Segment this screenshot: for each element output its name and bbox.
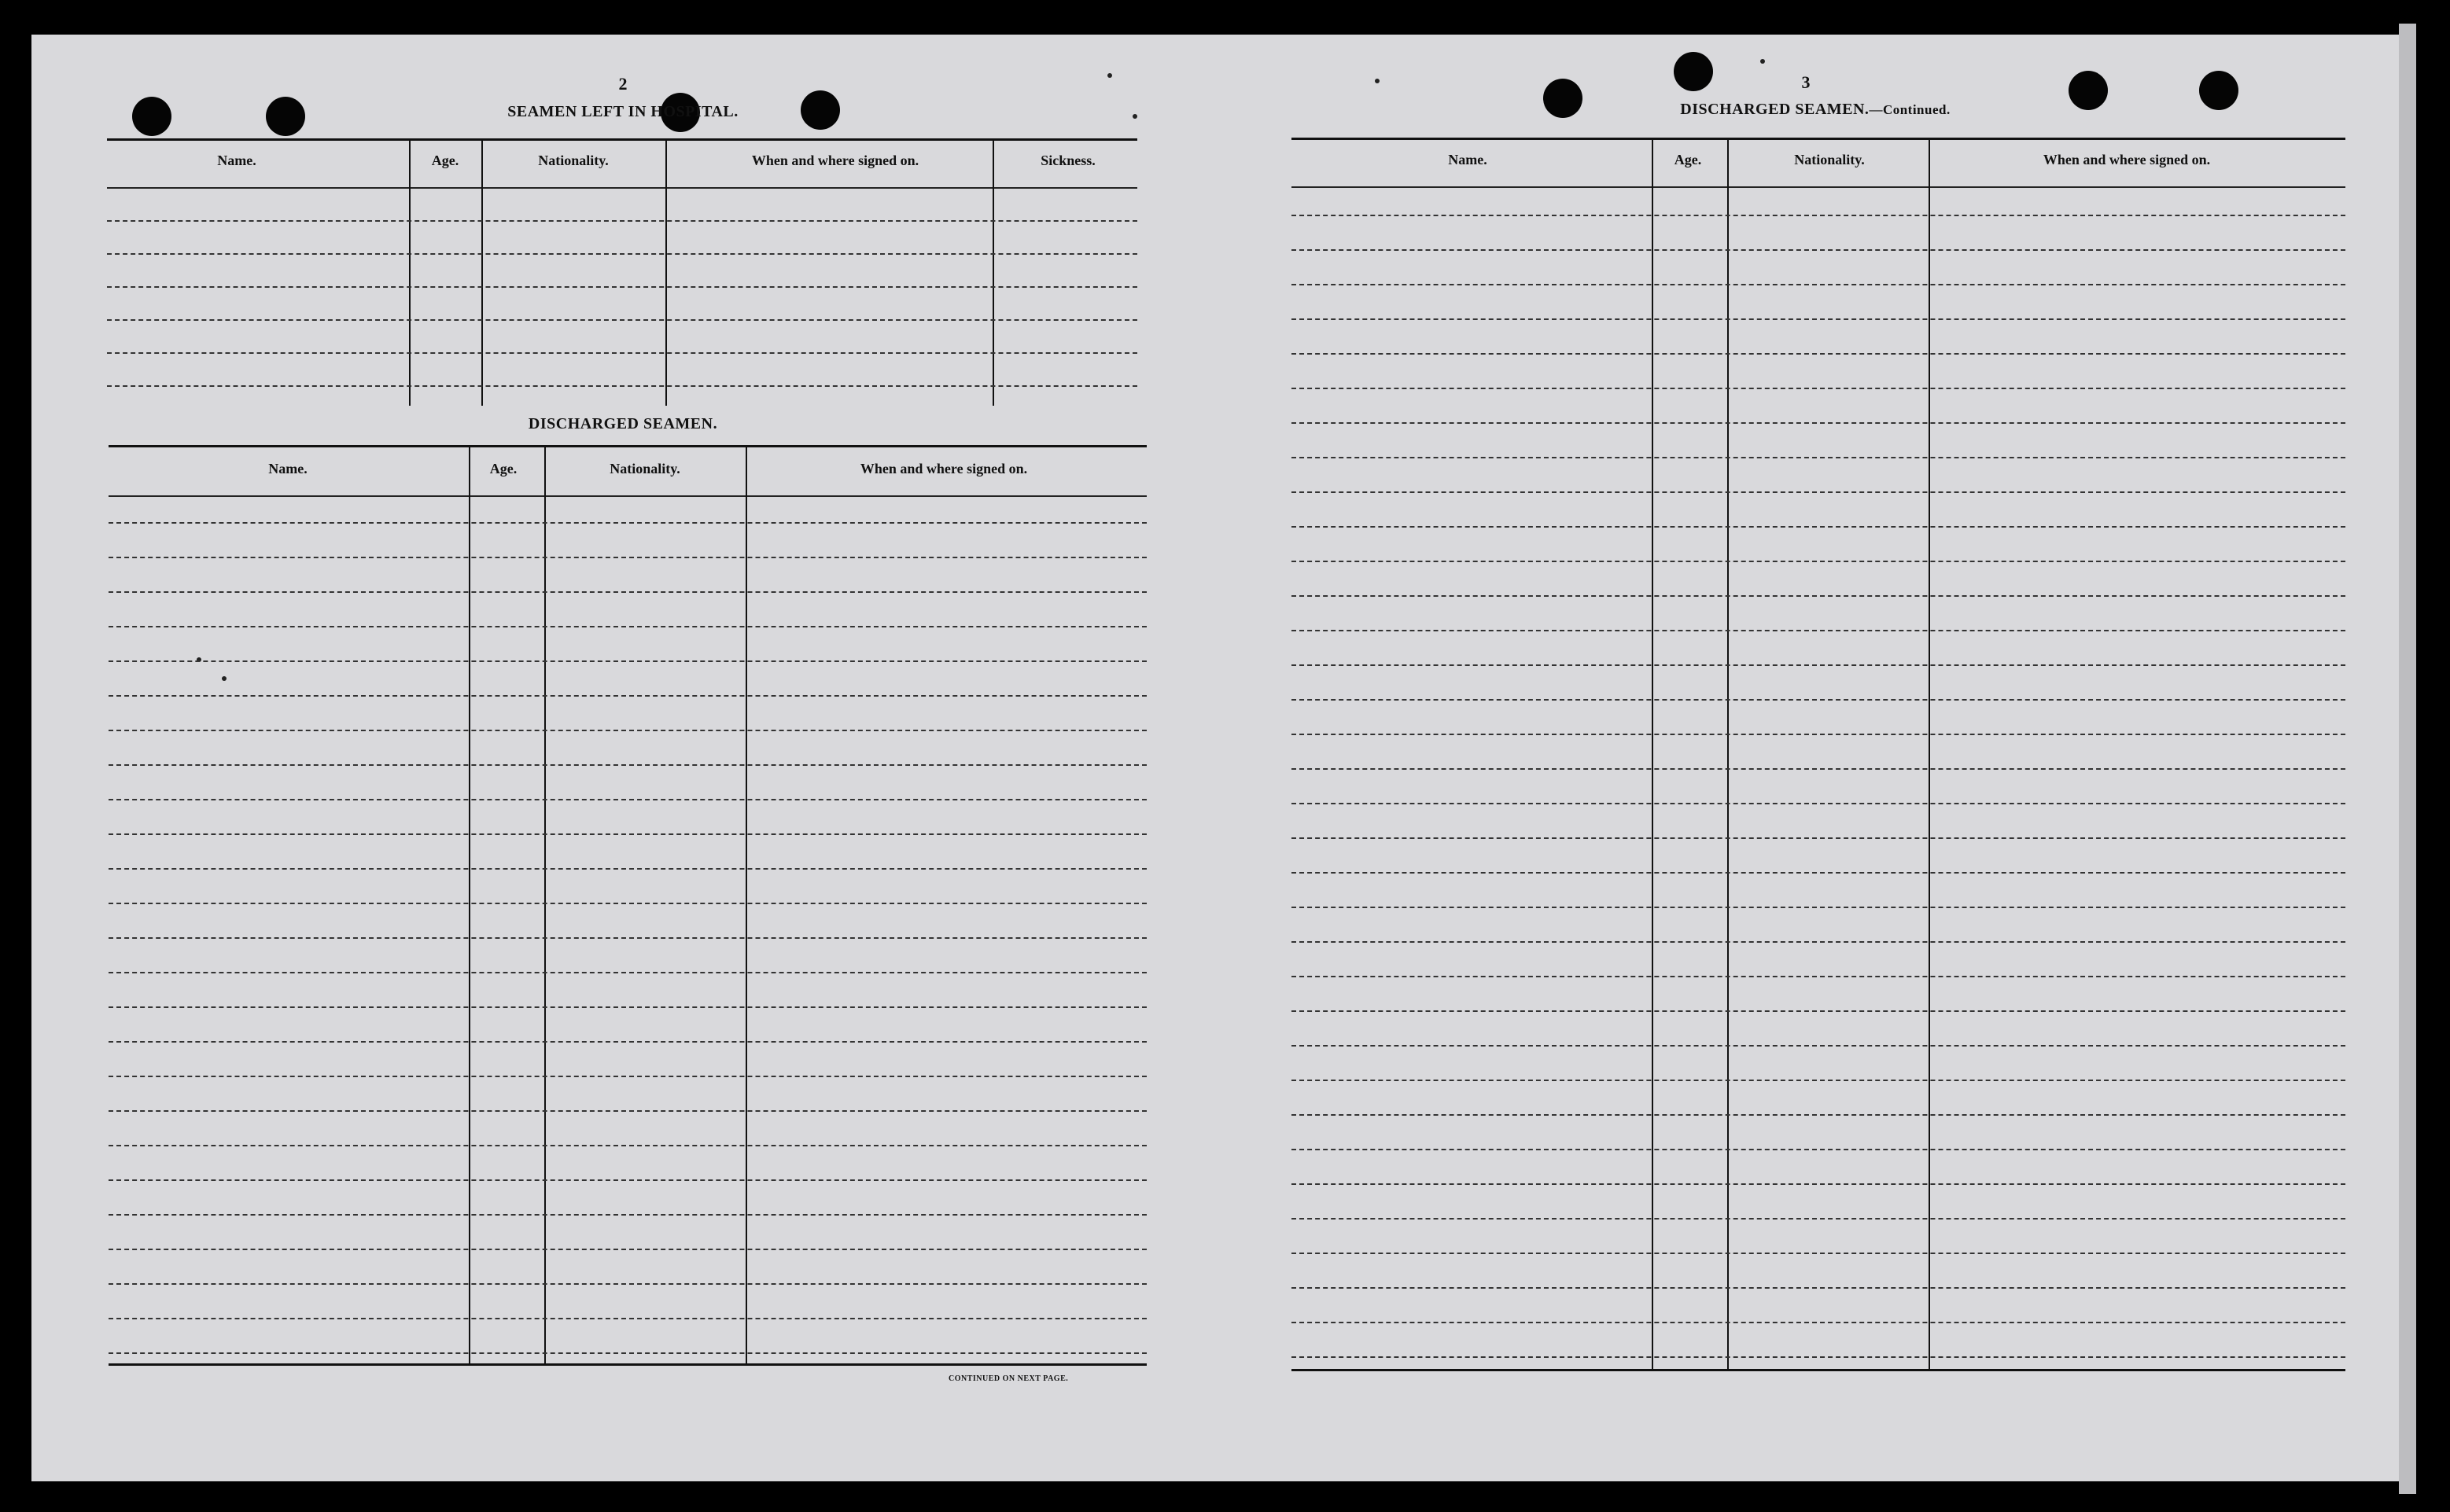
punch-hole xyxy=(2069,71,2108,110)
discharged-continued-title xyxy=(1680,101,1950,119)
entry-line xyxy=(1291,388,2345,389)
entry-line xyxy=(1291,630,2345,631)
entry-line xyxy=(1291,1322,2345,1323)
entry-line xyxy=(109,1283,1147,1285)
entry-line xyxy=(1291,457,2345,458)
entry-line xyxy=(1291,837,2345,839)
entry-line xyxy=(109,1179,1147,1181)
entry-line xyxy=(109,522,1147,524)
entry-line xyxy=(1291,1183,2345,1185)
hospital-table xyxy=(107,138,1137,406)
hospital-section-title: SEAMEN LEFT IN HOSPITAL. xyxy=(507,103,739,120)
entry-line xyxy=(107,220,1137,222)
column-header-name: Name. xyxy=(217,153,256,168)
entry-line xyxy=(1291,1114,2345,1116)
punch-hole xyxy=(1674,52,1713,91)
entry-line xyxy=(107,286,1137,288)
discharged-table-left xyxy=(109,445,1147,1365)
entry-line xyxy=(1291,353,2345,355)
entry-line xyxy=(109,1006,1147,1008)
entry-line xyxy=(107,319,1137,321)
entry-line xyxy=(109,1214,1147,1216)
ink-speck xyxy=(1107,73,1112,78)
entry-line xyxy=(109,972,1147,973)
entry-line xyxy=(109,937,1147,939)
entry-line xyxy=(1291,284,2345,285)
entry-line xyxy=(1291,561,2345,562)
entry-line xyxy=(109,1041,1147,1043)
entry-line xyxy=(1291,1080,2345,1081)
entry-line xyxy=(1291,699,2345,701)
entry-line xyxy=(109,660,1147,662)
entry-line xyxy=(1291,872,2345,874)
discharged-table-right xyxy=(1291,138,2345,1370)
ink-speck xyxy=(1375,79,1380,83)
entry-line xyxy=(109,1145,1147,1146)
entry-line xyxy=(109,1110,1147,1112)
entry-line xyxy=(1291,941,2345,943)
entry-line xyxy=(1291,526,2345,528)
entry-line xyxy=(109,730,1147,731)
entry-line xyxy=(109,557,1147,558)
entry-line xyxy=(1291,1149,2345,1150)
entry-line xyxy=(109,799,1147,800)
entry-line xyxy=(1291,422,2345,424)
entry-line xyxy=(109,903,1147,904)
entry-line xyxy=(1291,1010,2345,1012)
entry-line xyxy=(1291,318,2345,320)
column-header-sickness: Sickness. xyxy=(1041,153,1096,168)
entry-line xyxy=(109,868,1147,870)
entry-line xyxy=(1291,215,2345,216)
punch-hole xyxy=(2199,71,2238,110)
entry-line xyxy=(1291,1253,2345,1254)
column-header-signed-on: When and where signed on. xyxy=(751,153,919,168)
column-header-age: Age. xyxy=(1674,152,1702,167)
entry-line xyxy=(1291,595,2345,597)
entry-line xyxy=(109,1318,1147,1319)
entry-line xyxy=(107,385,1137,387)
discharged-section-title: DISCHARGED SEAMEN. xyxy=(528,415,718,432)
discharged-continued-title-suffix: —Continued. xyxy=(1869,102,1951,117)
entry-line xyxy=(1291,1356,2345,1358)
punch-hole xyxy=(1543,79,1582,118)
entry-line xyxy=(1291,976,2345,977)
entry-line xyxy=(107,352,1137,354)
page-number-left: 2 xyxy=(618,74,628,94)
column-header-name: Name. xyxy=(268,461,308,476)
page-number-right: 3 xyxy=(1801,72,1811,92)
sheet-edge xyxy=(2399,24,2416,1494)
entry-line xyxy=(109,591,1147,593)
column-header-nationality: Nationality. xyxy=(538,153,609,168)
entry-line xyxy=(109,1352,1147,1354)
ink-speck xyxy=(1133,114,1137,119)
entry-line xyxy=(1291,1218,2345,1220)
entry-line xyxy=(109,626,1147,627)
ink-speck xyxy=(1760,59,1765,64)
entry-line xyxy=(1291,734,2345,735)
entry-line xyxy=(1291,491,2345,493)
punch-hole xyxy=(266,97,305,136)
column-header-age: Age. xyxy=(431,153,459,168)
column-header-name: Name. xyxy=(1448,152,1487,167)
entry-line xyxy=(107,253,1137,255)
column-header-nationality: Nationality. xyxy=(610,461,680,476)
entry-line xyxy=(1291,768,2345,770)
entry-line xyxy=(1291,803,2345,804)
entry-line xyxy=(1291,1045,2345,1047)
entry-line xyxy=(109,1076,1147,1077)
entry-line xyxy=(109,695,1147,697)
column-header-nationality: Nationality. xyxy=(1794,152,1865,167)
entry-line xyxy=(1291,249,2345,251)
punch-hole xyxy=(801,90,840,130)
entry-line xyxy=(1291,907,2345,908)
entry-line xyxy=(1291,664,2345,666)
continued-on-next-page: CONTINUED ON NEXT PAGE. xyxy=(949,1374,1069,1383)
entry-line xyxy=(109,764,1147,766)
entry-line xyxy=(109,1249,1147,1250)
entry-line xyxy=(1291,1287,2345,1289)
punch-hole xyxy=(132,97,171,136)
entry-line xyxy=(109,833,1147,835)
discharged-continued-title-main: DISCHARGED SEAMEN. xyxy=(1680,101,1870,118)
column-header-signed-on: When and where signed on. xyxy=(860,461,1028,476)
column-header-signed-on: When and where signed on. xyxy=(2043,152,2211,167)
column-header-age: Age. xyxy=(489,461,518,476)
